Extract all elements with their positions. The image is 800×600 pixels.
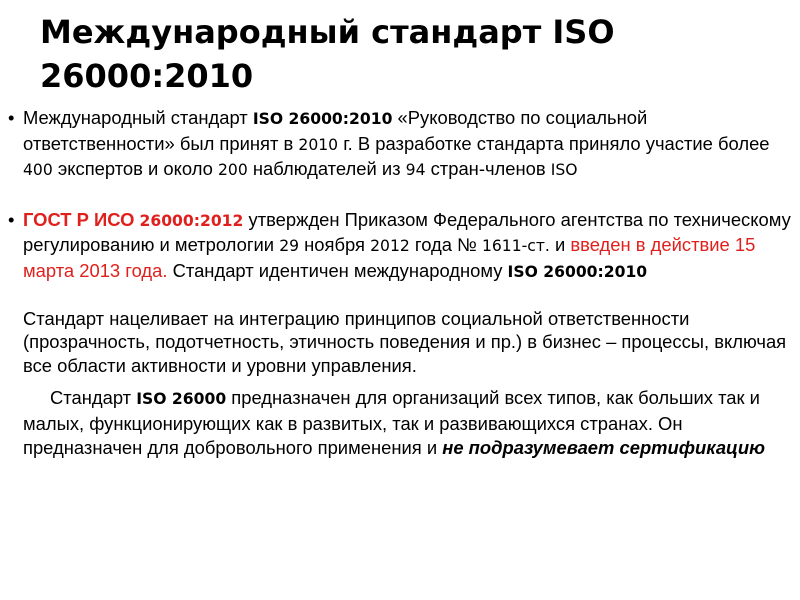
paragraph-aim: Стандарт нацеливает на интеграцию принципов социальной ответственности (прозрачность, подотчетность, этичность поведения и пр.) в бизнес – процессы, включая все области активности и уровни управления.: [23, 307, 787, 376]
text-span: утвержден Приказом Федерального агентства по техническому регулированию и метрологии: [23, 208, 791, 256]
bullet-2: •: [8, 208, 15, 230]
number: 94: [405, 161, 426, 180]
number: 200: [218, 161, 248, 180]
paragraph-gost: [6, 208, 796, 285]
text-span: наблюдателей из: [247, 158, 406, 180]
text-span: экспертов и около: [52, 158, 219, 180]
paragraph-purpose: [6, 386, 796, 459]
number: 2012: [370, 237, 410, 256]
text-span: Стандарт: [50, 387, 137, 409]
gost-label: ГОСТ Р ИСО: [23, 208, 140, 230]
order-number: 1611-ст.: [481, 237, 550, 256]
no-certification: не подразумевает сертификацию: [442, 436, 766, 458]
text-span: ноября: [299, 234, 371, 256]
gost-code: 26000:2012: [139, 211, 244, 230]
text-span: «Руководство по социальной ответственности» был принят в: [23, 107, 648, 154]
text-span: стран-членов: [425, 158, 551, 180]
effective-date: введен в действие 15 марта 2013 года.: [23, 234, 756, 281]
text-span: предназначен для организаций всех типов, как больших так и малых, функционирующих как в развитых, так и развивающихся странах. Он предназначен для добровольного применения и: [23, 387, 760, 458]
text-span: г. В разработке стандарта приняло участие более: [338, 132, 770, 154]
text-span: и: [549, 234, 571, 256]
text-span: Стандарт идентичен международному: [167, 259, 508, 281]
number: 2010: [298, 135, 339, 154]
title-line-1: Международный стандарт ISO: [40, 13, 615, 51]
title-line-2: 26000:2010: [40, 57, 254, 95]
text-span: Международный стандарт: [23, 107, 253, 128]
slide-title: [40, 10, 740, 98]
iso-code: ISO 26000:2010: [507, 262, 648, 281]
number: 29: [279, 237, 300, 256]
bullet-1: •: [8, 107, 15, 128]
number: 400: [23, 161, 53, 180]
iso-abbr: ISO: [550, 161, 578, 180]
iso-code: ISO 26000:2010: [252, 110, 393, 128]
text-span: года №: [409, 234, 482, 256]
iso-code: ISO 26000: [136, 390, 227, 409]
slide-body: [6, 106, 796, 459]
paragraph-iso-adoption: [6, 106, 796, 183]
